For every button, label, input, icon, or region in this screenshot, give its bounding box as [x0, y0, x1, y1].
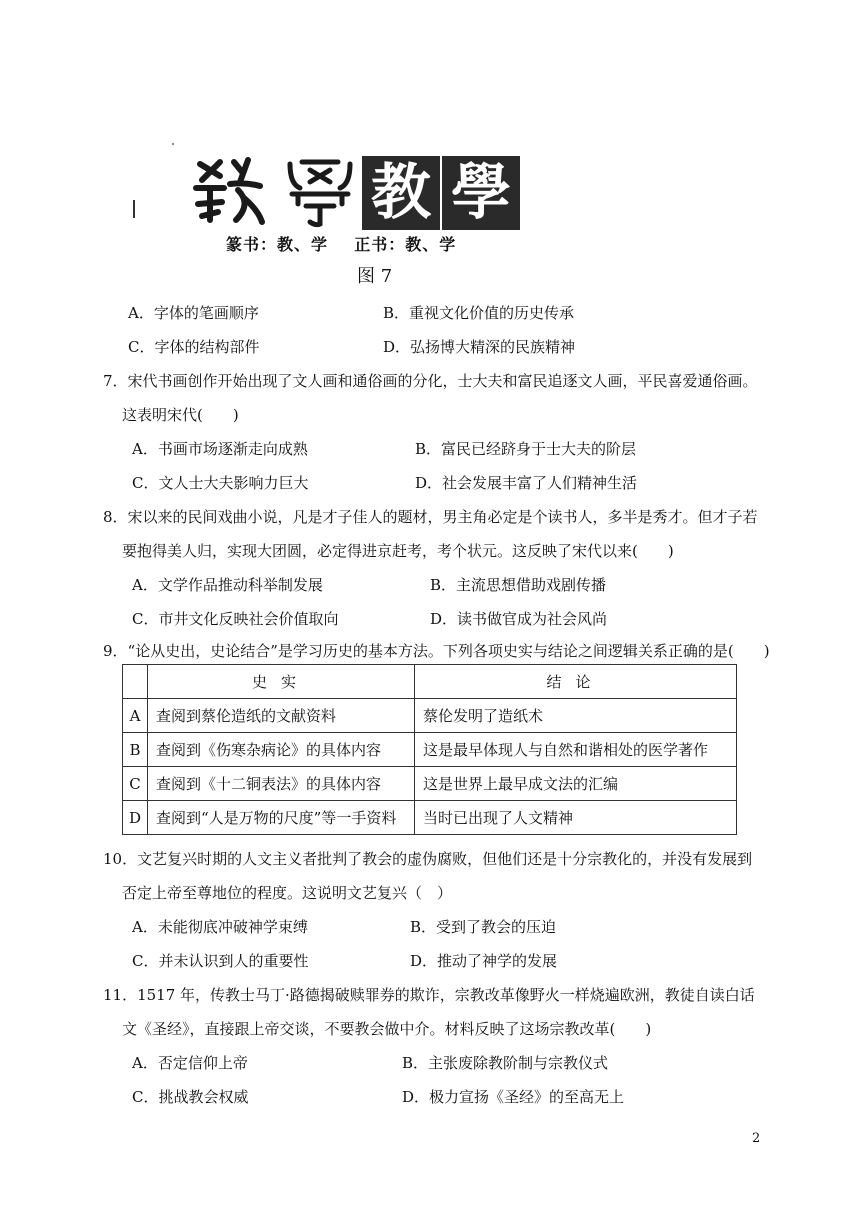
seal-xue-drawing [282, 154, 358, 228]
q11-option-c[interactable]: C．挑战教会权威 [132, 1088, 249, 1106]
table-cell-fact: 查阅到蔡伦造纸的文献资料 [148, 699, 415, 733]
table-cell-conclusion: 蔡伦发明了造纸术 [415, 699, 737, 733]
page-number: 2 [752, 1131, 761, 1146]
regular-script-jiao-glyph: 教 [362, 156, 440, 230]
q7-option-d[interactable]: D．社会发展丰富了人们精神生活 [415, 474, 638, 492]
q6-option-d[interactable]: D．弘扬博大精深的民族精神 [383, 338, 576, 356]
q8-stem-line-1: 8．宋以来的民间戏曲小说，凡是才子佳人的题材，男主角必定是个读书人，多半是秀才。但才子若 [103, 508, 758, 526]
figure-caption: 篆书：教、学 正书：教、学 [226, 235, 457, 254]
table-header-row [123, 665, 737, 699]
table-row[interactable] [123, 767, 737, 801]
scan-speck [172, 143, 174, 145]
seal-jiao-drawing [190, 154, 266, 228]
table-row[interactable] [123, 801, 737, 835]
table-cell-fact: 查阅到《十二铜表法》的具体内容 [148, 767, 415, 801]
q7-option-c[interactable]: C．文人士大夫影响力巨大 [132, 474, 309, 492]
q6-option-c[interactable]: C．字体的结构部件 [128, 338, 260, 356]
table-cell-letter: C [123, 767, 148, 801]
q9-stem: 9．“论从史出，史论结合”是学习历史的基本方法。下列各项史实与结论之间逻辑关系正确的是( ) [103, 642, 770, 660]
table-cell-conclusion: 当时已出现了人文精神 [415, 801, 737, 835]
q10-option-b[interactable]: B．受到了教会的压迫 [410, 918, 557, 936]
q11-stem-line-2: 文《圣经》，直接跟上帝交谈，不要教会做中介。材料反映了这场宗教改革( ) [122, 1020, 652, 1038]
table-header-cell: 史实 [148, 665, 415, 699]
table-cell-letter: D [123, 801, 148, 835]
q8-stem-line-2: 要抱得美人归，实现大团圆，必定得进京赶考，考个状元。这反映了宋代以来( ) [122, 542, 674, 560]
q11-option-d[interactable]: D．极力宣扬《圣经》的至高无上 [402, 1088, 625, 1106]
table-cell-fact: 查阅到《伤寒杂病论》的具体内容 [148, 733, 415, 767]
q10-option-c[interactable]: C．并未认识到人的重要性 [132, 952, 309, 970]
q7-option-b[interactable]: B．富民已经跻身于士大夫的阶层 [415, 440, 637, 458]
table-cell-letter: B [123, 733, 148, 767]
regular-script-xue-glyph: 學 [442, 156, 520, 230]
margin-mark [133, 200, 135, 218]
q7-stem-line-2: 这表明宋代( ) [122, 406, 239, 424]
q6-option-b[interactable]: B．重视文化价值的历史传承 [383, 304, 575, 322]
q9-table [122, 664, 737, 835]
q11-stem-line-1: 11．1517 年，传教士马丁·路德揭破赎罪券的欺诈，宗教改革像野火一样烧遍欧洲，教徒自读白话 [103, 986, 755, 1004]
table-cell-conclusion: 这是最早体现人与自然和谐相处的医学著作 [415, 733, 737, 767]
q11-option-a[interactable]: A．否定信仰上帝 [132, 1054, 248, 1072]
q7-stem-line-1: 7．宋代书画创作开始出现了文人画和通俗画的分化，士大夫和富民追逐文人画，平民喜爱通俗画。 [103, 372, 758, 390]
table-row[interactable] [123, 699, 737, 733]
seal-script-jiao-glyph [190, 154, 266, 228]
table-header-cell: 结论 [415, 665, 737, 699]
q10-option-a[interactable]: A．未能彻底冲破神学束缚 [132, 918, 308, 936]
figure-7-image [190, 152, 520, 232]
q8-option-b[interactable]: B．主流思想借助戏剧传播 [430, 576, 607, 594]
q8-option-c[interactable]: C．市井文化反映社会价值取向 [132, 610, 339, 628]
q11-option-b[interactable]: B．主张废除教阶制与宗教仪式 [402, 1054, 609, 1072]
table-row[interactable] [123, 733, 737, 767]
seal-script-xue-glyph [282, 154, 358, 228]
q10-stem-line-1: 10．文艺复兴时期的人文主义者批判了教会的虚伪腐败，但他们还是十分宗教化的，并没有发展到 [103, 850, 753, 868]
q7-option-a[interactable]: A．书画市场逐渐走向成熟 [132, 440, 308, 458]
q10-option-d[interactable]: D．推动了神学的发展 [410, 952, 558, 970]
table-header-cell [123, 665, 148, 699]
table-cell-conclusion: 这是世界上最早成文法的汇编 [415, 767, 737, 801]
q8-option-d[interactable]: D．读书做官成为社会风尚 [430, 610, 608, 628]
q8-option-a[interactable]: A．文学作品推动科举制发展 [132, 576, 323, 594]
table-cell-letter: A [123, 699, 148, 733]
q10-stem-line-2: 否定上帝至尊地位的程度。这说明文艺复兴（ ） [122, 884, 453, 902]
q6-option-a[interactable]: A．字体的笔画顺序 [128, 304, 259, 322]
table-cell-fact: 查阅到“人是万物的尺度”等一手资料 [148, 801, 415, 835]
figure-label: 图 7 [357, 266, 393, 287]
